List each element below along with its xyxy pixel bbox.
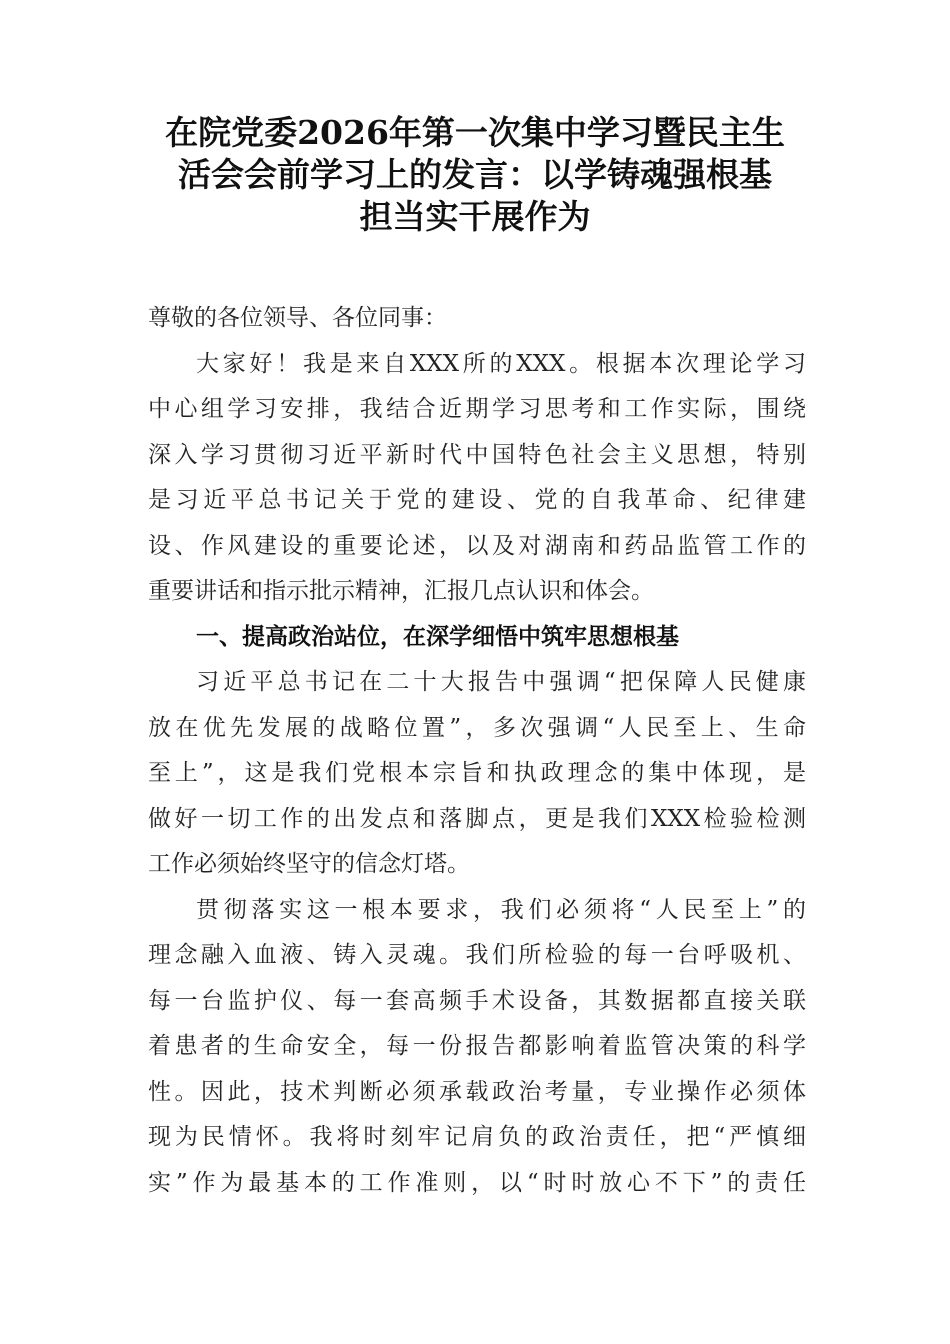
salutation: 尊敬的各位领导、各位同事：: [148, 305, 447, 331]
paragraph-line: 设、作风建设的重要论述，以及对湖南和药品监管工作的: [148, 532, 806, 559]
paragraph-line: 现为民情怀。我将时刻牢记肩负的政治责任，把“严慎细: [148, 1124, 806, 1150]
title-line: 活会会前学习上的发言：以学铸魂强根基: [178, 155, 772, 194]
paragraph-2: [148, 660, 806, 888]
paragraph-3: [148, 888, 806, 1207]
paragraph-1: [148, 342, 806, 615]
paragraph-line: 至上”，这是我们党根本宗旨和执政理念的集中体现，是: [148, 760, 806, 786]
paragraph-line: 工作必须始终坚守的信念灯塔。: [148, 851, 470, 877]
paragraph-line: 每一台监护仪、每一套高频手术设备，其数据都直接关联: [148, 987, 806, 1014]
paragraph-line: 实”作为最基本的工作准则，以“时时放心不下”的责任: [148, 1169, 806, 1196]
document-title: [140, 112, 810, 238]
paragraph-line: 是习近平总书记关于党的建设、党的自我革命、纪律建: [148, 487, 806, 513]
paragraph-line: 性。因此，技术判断必须承载政治考量，专业操作必须体: [148, 1078, 806, 1105]
title-line: 担当实干展作为: [359, 197, 591, 236]
paragraph-line: 重要讲话和指示批示精神，汇报几点认识和体会。: [148, 578, 654, 604]
paragraph-line: 贯彻落实这一根本要求，我们必须将“人民至上”的: [196, 896, 806, 923]
title-line: 在院党委2026年第一次集中学习暨民主生: [165, 113, 785, 152]
paragraph-line: 中心组学习安排，我结合近期学习思考和工作实际，围绕: [148, 396, 806, 422]
paragraph-line: 理念融入血液、铸入灵魂。我们所检验的每一台呼吸机、: [148, 942, 806, 968]
section-heading: 一、提高政治站位，在深学细悟中筑牢思想根基: [196, 623, 679, 650]
paragraph-line: 着患者的生命安全，每一份报告都影响着监管决策的科学: [148, 1033, 806, 1059]
paragraph-line: 放在优先发展的战略位置”，多次强调“人民至上、生命: [148, 714, 806, 741]
document-body: [148, 296, 806, 1206]
paragraph-line: 习近平总书记在二十大报告中强调“把保障人民健康: [196, 669, 806, 695]
paragraph-line: 深入学习贯彻习近平新时代中国特色社会主义思想，特别: [148, 441, 806, 468]
paragraph-line: 大家好！我是来自XXX所的XXX。根据本次理论学习: [196, 350, 806, 377]
paragraph-line: 做好一切工作的出发点和落脚点，更是我们XXX检验检测: [148, 805, 806, 832]
